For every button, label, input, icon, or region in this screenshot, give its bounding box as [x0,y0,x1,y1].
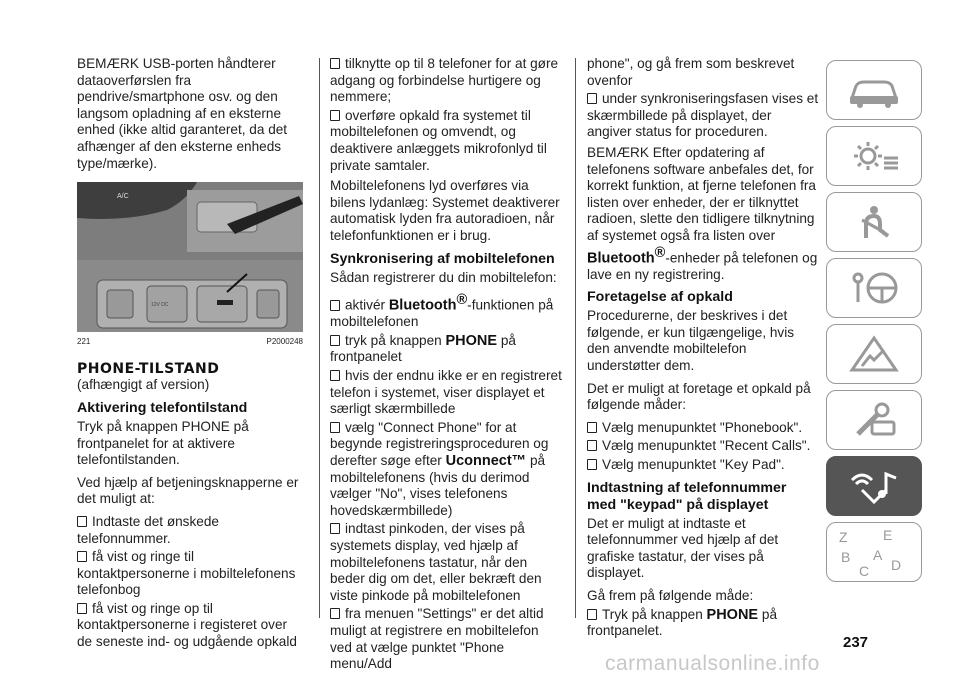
checkbox-bullet-icon [587,459,597,470]
checkbox-bullet-icon [587,422,597,433]
para-keypad: Det er muligt at indtaste et telefonnummer ved hjælp af det grafiske tastatur, der vises på displayet. [587,515,779,581]
list-item: aktivér Bluetooth®-funktionen på mobiltelefonen [330,292,554,330]
watermark: carmanualsonline.info [605,652,820,675]
checkbox-bullet-icon [330,58,340,69]
list-item: vælg "Connect Phone" for at begynde registreringsproceduren og derefter søge efter Uconnect™ på mobiltelefonens (hvis du derimod vælger "No", vises telefonens hovedskærmbillede) [330,419,549,518]
bluetooth-term: Bluetooth [587,250,655,267]
list-item: tilknytte op til 8 telefoner for at gøre adgang og forbindelse hurtigere og nemmere; [330,56,559,105]
checkbox-bullet-icon [330,110,340,121]
heading-call: Foretagelse af opkald [587,289,733,306]
car-dashboard-icon [844,70,904,110]
checkbox-bullet-icon [330,300,340,311]
para-sound: Mobiltelefonens lyd overføres via bilens lydanlæg: Systemet deaktiverer automatisk lyden fra autoradioen, når telefonfunktionen er i brug. [330,178,560,243]
list-item: under synkroniseringsfasen vises et skærmbillede på displayet, der angiver status for proceduren. [587,91,819,140]
chapter-tab-steering-key[interactable] [826,258,922,318]
checkbox-bullet-icon [330,608,340,619]
para-possible: Ved hjælp af betjeningsknapperne er det muligt at: [77,474,299,507]
phone-button-term: PHONE [445,332,498,349]
checkbox-bullet-icon [77,603,87,614]
index-letter: A [873,547,883,563]
phone-button-term: PHONE [706,606,759,623]
heading-keypad: Indtastning af telefonnummer med "keypad" på displayet [587,479,787,513]
list-item: Tryk på knappen PHONE på frontpanelet. [587,606,778,639]
checkbox-bullet-icon [330,422,340,433]
figure-caption [77,334,303,351]
checkbox-bullet-icon [587,609,597,620]
list-item: indtast pinkoden, der vises på systemets display, ved hjælp af mobiltelefonens tastatur, når den beder dig om det, eller bekræft den viste pinkode på mobiltelefonen [330,521,542,603]
figure-number: 221 [77,337,91,347]
uconnect-term: Uconnect™ [445,453,527,469]
list-item: overføre opkald fra systemet til mobiltelefonen og omvendt, og deaktivere anlæggets mikrofonlyd til private samtaler. [330,107,547,173]
para-continued: phone", og gå frem som beskrevet ovenfor [587,56,795,88]
checkbox-bullet-icon [330,335,340,346]
seat-airbag-icon [844,202,904,242]
index-letter: B [841,549,851,565]
list-item: fra menuen "Settings" er det altid muligt at registrere en mobiltelefon ved at vælge punktet "Phone menu/Add [330,606,544,672]
section-subtitle: (afhængigt af version) [77,377,210,393]
chapter-sidebar [826,60,922,588]
dc-label: 12V DC [151,302,169,309]
figure-code: P2000248 [266,337,303,347]
checkbox-bullet-icon [587,93,597,104]
page-number: 237 [843,634,869,651]
list-item: Indtaste det ønskede telefonnummer. [77,513,219,546]
checkbox-bullet-icon [77,516,87,527]
warning-lights-icon [844,136,904,176]
heading-sync: Synkronisering af mobiltelefonen [330,250,555,267]
list-item: Vælg menupunktet "Key Pad". [587,457,819,474]
chapter-tab-index[interactable] [826,522,922,582]
chapter-tab-seat-airbag[interactable] [826,192,922,252]
column-divider [575,58,576,618]
checkbox-bullet-icon [587,440,597,451]
column-divider [319,58,320,618]
para-register: Sådan registrerer du din mobiltelefon: [330,269,557,285]
list-item: få vist og ringe op til kontaktpersonerne i registeret over de seneste ind- og udgående opkald [77,600,297,650]
list-item: få vist og ringe til kontaktpersonerne i mobiltelefonens telefonbog [77,549,296,598]
list-item: Vælg menupunktet "Phonebook". [587,420,819,437]
heading-activate: Aktivering telefontilstand [77,399,248,416]
index-alphabet-icon [829,524,919,580]
para-call-1: Procedurerne, der beskrives i det følgende, er kun tilgængelige, hvis den anvendte mobiltelefon understøtter dem. [587,308,795,374]
bluetooth-term: Bluetooth [388,297,457,314]
list-item: hvis der endnu ikke er en registreret telefon i systemet, viser displayet et særligt skærmbillede [330,368,562,417]
index-letter: C [859,563,870,579]
checkbox-bullet-icon [330,370,340,381]
breakdown-triangle-icon [844,334,904,374]
para-call-2: Det er muligt at foretage et opkald på følgende måder: [587,380,811,413]
index-letter: Z [839,529,848,545]
steering-key-icon [844,268,904,308]
chapter-tab-breakdown[interactable] [826,324,922,384]
checkbox-bullet-icon [77,551,87,562]
figure-221-photo [77,182,303,332]
checkbox-bullet-icon [330,523,340,534]
multimedia-icon [844,466,904,506]
section-title: PHONE-TILSTAND [77,360,220,377]
chapter-tab-service[interactable] [826,390,922,450]
index-letter: D [891,557,902,573]
chapter-tab-multimedia[interactable] [826,456,922,516]
service-wrench-icon [844,400,904,440]
ac-label: A/C [117,193,129,201]
index-letter: E [883,527,893,543]
column-3 [587,56,819,642]
usb-port-illustration [77,182,303,332]
para-note: BEMÆRK Efter opdatering af telefonens software anbefales det, for korrekt funktion, at fjerne telefonen fra listen over enheder, der er tilknyttet radioen, slette den tidligere tilknytning af systemet også fra listen over Bluetooth®-enheder på telefonen og lave en ny registrering. [587,144,818,282]
usb-note: BEMÆRK USB-porten håndterer dataoverførslen fra pendrive/smartphone osv. og den langsom opladning af en eksterne enhed (ikke altid garanteret, da det afhænger af den eksterne enheds type/mærke). [77,56,288,171]
list-item: tryk på knappen PHONE på frontpanelet [330,332,516,365]
chapter-tab-car-dashboard[interactable] [826,60,922,120]
chapter-tab-warning-lights[interactable] [826,126,922,186]
para-activate: Tryk på knappen PHONE på frontpanelet for at aktivere telefontilstanden. [77,418,249,468]
para-proceed: Gå frem på følgende måde: [587,587,754,603]
list-item: Vælg menupunktet "Recent Calls". [587,438,819,455]
column-2 [330,56,562,675]
column-1 [77,56,303,653]
